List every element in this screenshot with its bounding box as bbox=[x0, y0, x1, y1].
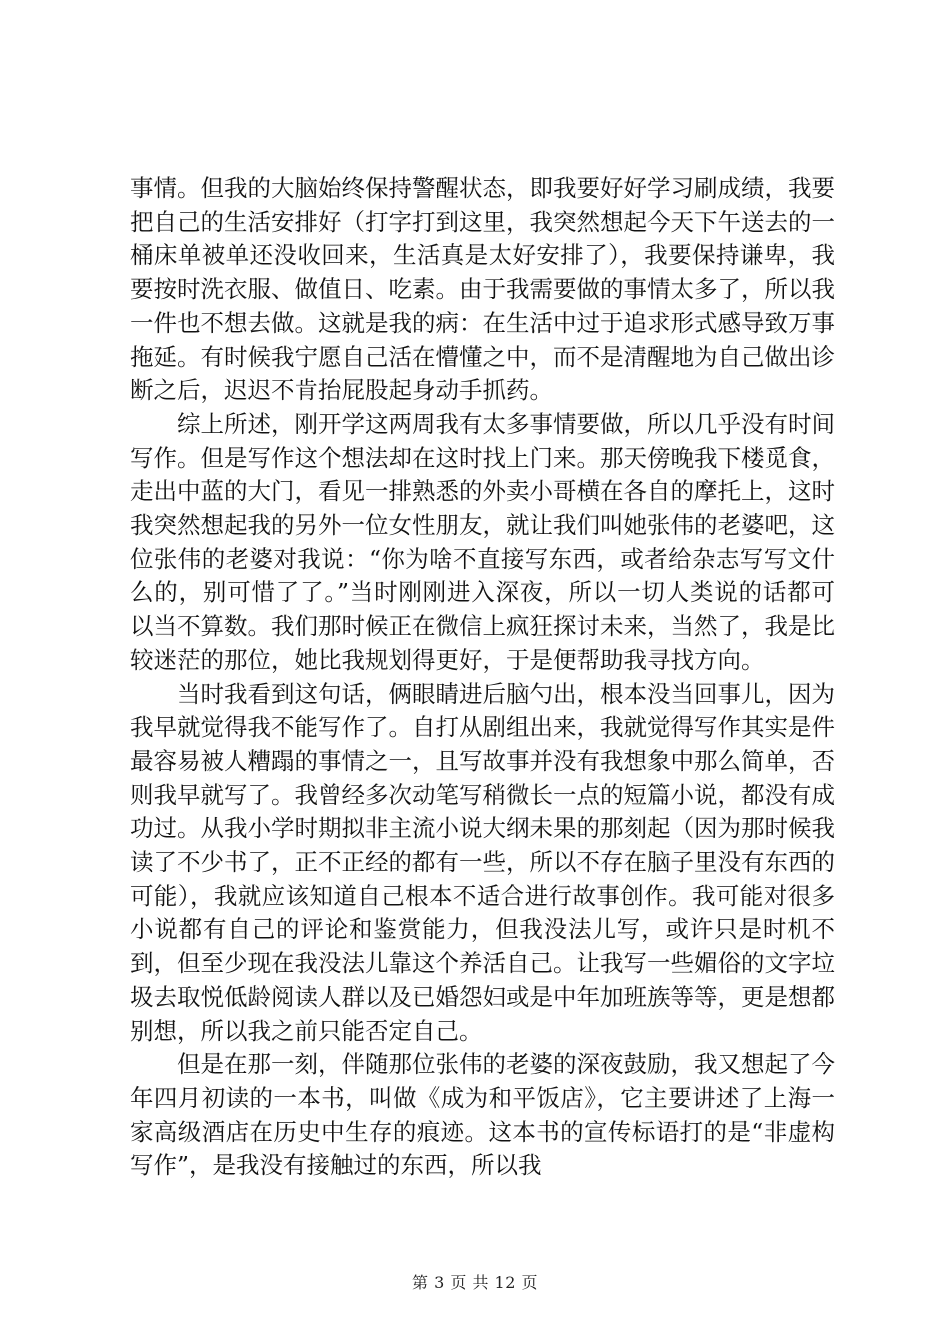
page-footer bbox=[0, 1270, 950, 1293]
paragraph-4: 但是在那一刻，伴随那位张伟的老婆的深夜鼓励，我又想起了今年四月初读的一本书，叫做《成为和平饭店》，它主要讲述了上海一家高级酒店在历史中生存的痕迹。这本书的宣传标语打的是“非虚构写作”，是我没有接触过的东西，所以我 bbox=[130, 1050, 835, 1180]
paragraph-3: 当时我看到这句话，俩眼睛进后脑勺出，根本没当回事儿，因为我早就觉得我不能写作了。自打从剧组出来，我就觉得写作其实是件最容易被人糟蹋的事情之一，且写故事并没有我想象中那么简单，否则我早就写了。我曾经多次动笔写稍微长一点的短篇小说，都没有成功过。从我小学时期拟非主流小说大纲未果的那刻起（因为那时候我读了不少书了，正不正经的都有一些，所以不存在脑子里没有东西的可能），我就应该知道自己根本不适合进行故事创作。我可能对很多小说都有自己的评论和鉴赏能力，但我没法儿写，或许只是时机不到，但至少现在我没法儿靠这个养活自己。让我写一些媚俗的文字垃圾去取悦低龄阅读人群以及已婚怨妇或是中年加班族等等，更是想都别想，所以我之前只能否定自己。 bbox=[130, 679, 835, 1045]
document-body bbox=[130, 172, 835, 1183]
page-number-label: 第 3 页 共 12 页 bbox=[412, 1273, 538, 1292]
paragraph-2: 综上所述，刚开学这两周我有太多事情要做，所以几乎没有时间写作。但是写作这个想法却在这时找上门来。那天傍晚我下楼觅食，走出中蓝的大门，看见一排熟悉的外卖小哥横在各自的摩托上，这时我突然想起我的另外一位女性朋友，就让我们叫她张伟的老婆吧，这位张伟的老婆对我说：“你为啥不直接写东西，或者给杂志写写文什么的，别可惜了了。”当时刚刚进入深夜，所以一切人类说的话都可以当不算数。我们那时候正在微信上疯狂探讨未来，当然了，我是比较迷茫的那位，她比我规划得更好，于是便帮助我寻找方向。 bbox=[130, 409, 835, 674]
paragraph-1: 事情。但我的大脑始终保持警醒状态，即我要好好学习刷成绩，我要把自己的生活安排好（打字打到这里，我突然想起今天下午送去的一桶床单被单还没收回来，生活真是太好安排了），我要保持谦卑，我要按时洗衣服、做值日、吃素。由于我需要做的事情太多了，所以我一件也不想去做。这就是我的病：在生活中过于追求形式感导致万事拖延。有时候我宁愿自己活在懵懂之中，而不是清醒地为自己做出诊断之后，迟迟不肯抬屁股起身动手抓药。 bbox=[130, 174, 835, 405]
